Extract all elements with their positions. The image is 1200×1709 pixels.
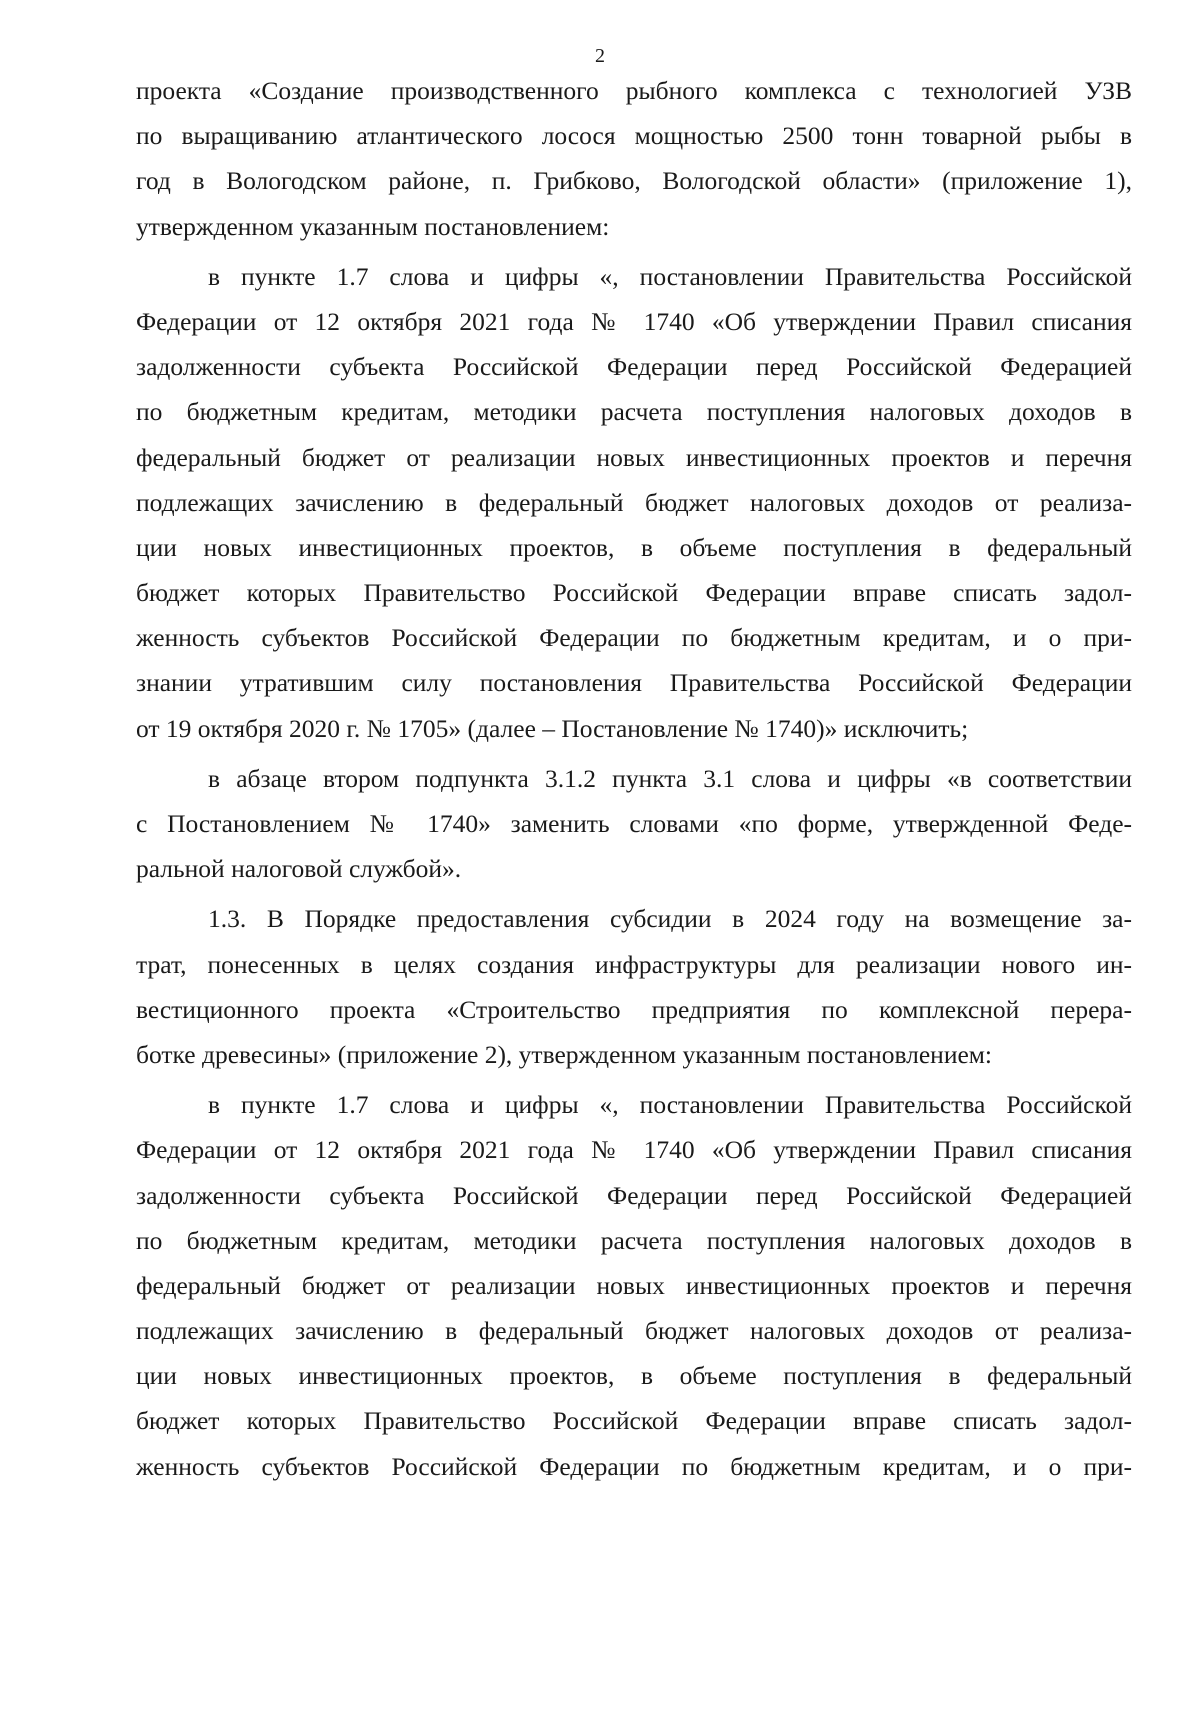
text-line: подлежащих зачислению в федеральный бюджет налоговых доходов от реализа- (136, 1316, 1132, 1346)
text-line: федеральный бюджет от реализации новых инвестиционных проектов и перечня (136, 1270, 1132, 1300)
text-line: по бюджетным кредитам, методики расчета поступления налоговых доходов в (136, 1225, 1132, 1255)
paragraph (136, 1082, 1132, 1489)
text-line: трат, понесенных в целях создания инфраструктуры для реализации нового ин- (136, 949, 1132, 979)
text-line: от 19 октября 2020 г. № 1705» (далее – Постановление № 1740)» исключить; (136, 713, 969, 743)
text-line: в пункте 1.7 слова и цифры «, постановлении Правительства Российской (208, 1090, 1132, 1120)
text-line: год в Вологодском районе, п. Грибково, Вологодской области» (приложение 1), (136, 166, 1132, 196)
text-line: утвержденном указанным постановлением: (136, 211, 610, 241)
text-line: в пункте 1.7 слова и цифры «, постановлении Правительства Российской (208, 261, 1132, 291)
text-line: с Постановлением № 1740» заменить словами «по форме, утвержденной Феде- (136, 809, 1132, 838)
text-line: женность субъектов Российской Федерации по бюджетным кредитам, и о при- (136, 623, 1132, 653)
text-line: Федерации от 12 октября 2021 года № 1740 «Об утверждении Правил списания (136, 1135, 1132, 1165)
paragraph (136, 68, 1132, 249)
paragraph (136, 254, 1132, 751)
paragraph (136, 756, 1132, 892)
text-line: ботке древесины» (приложение 2), утвержденном указанным постановлением: (136, 1039, 993, 1069)
text-line: в абзаце втором подпункта 3.1.2 пункта 3.1 слова и цифры «в соответствии (208, 763, 1132, 793)
document-body (136, 68, 1132, 1489)
text-line: по выращиванию атлантического лосося мощностью 2500 тонн товарной рыбы в (136, 121, 1132, 151)
text-line: подлежащих зачислению в федеральный бюджет налоговых доходов от реализа- (136, 487, 1132, 517)
text-line: ральной налоговой службой». (136, 854, 462, 884)
text-line: знании утратившим силу постановления Правительства Российской Федерации (136, 668, 1132, 698)
text-line: по бюджетным кредитам, методики расчета поступления налоговых доходов в (136, 397, 1132, 427)
text-line: Федерации от 12 октября 2021 года № 1740 «Об утверждении Правил списания (136, 306, 1132, 336)
text-line: задолженности субъекта Российской Федерации перед Российской Федерацией (136, 1180, 1132, 1210)
paragraph (136, 896, 1132, 1077)
text-line: проекта «Создание производственного рыбного комплекса с технологией УЗВ (136, 76, 1132, 105)
text-line: бюджет которых Правительство Российской Федерации вправе списать задол- (136, 1406, 1132, 1436)
text-line: федеральный бюджет от реализации новых инвестиционных проектов и перечня (136, 442, 1132, 472)
text-line: ции новых инвестиционных проектов, в объеме поступления в федеральный (136, 1361, 1132, 1391)
text-line: вестиционного проекта «Строительство предприятия по комплексной перера- (136, 994, 1132, 1024)
text-line: бюджет которых Правительство Российской Федерации вправе списать задол- (136, 578, 1132, 608)
text-line: женность субъектов Российской Федерации по бюджетным кредитам, и о при- (136, 1451, 1132, 1481)
text-line: задолженности субъекта Российской Федерации перед Российской Федерацией (136, 352, 1132, 382)
text-line: 1.3. В Порядке предоставления субсидии в 2024 году на возмещение за- (208, 904, 1132, 934)
page-number: 2 (595, 45, 605, 67)
text-line: ции новых инвестиционных проектов, в объеме поступления в федеральный (136, 532, 1132, 562)
